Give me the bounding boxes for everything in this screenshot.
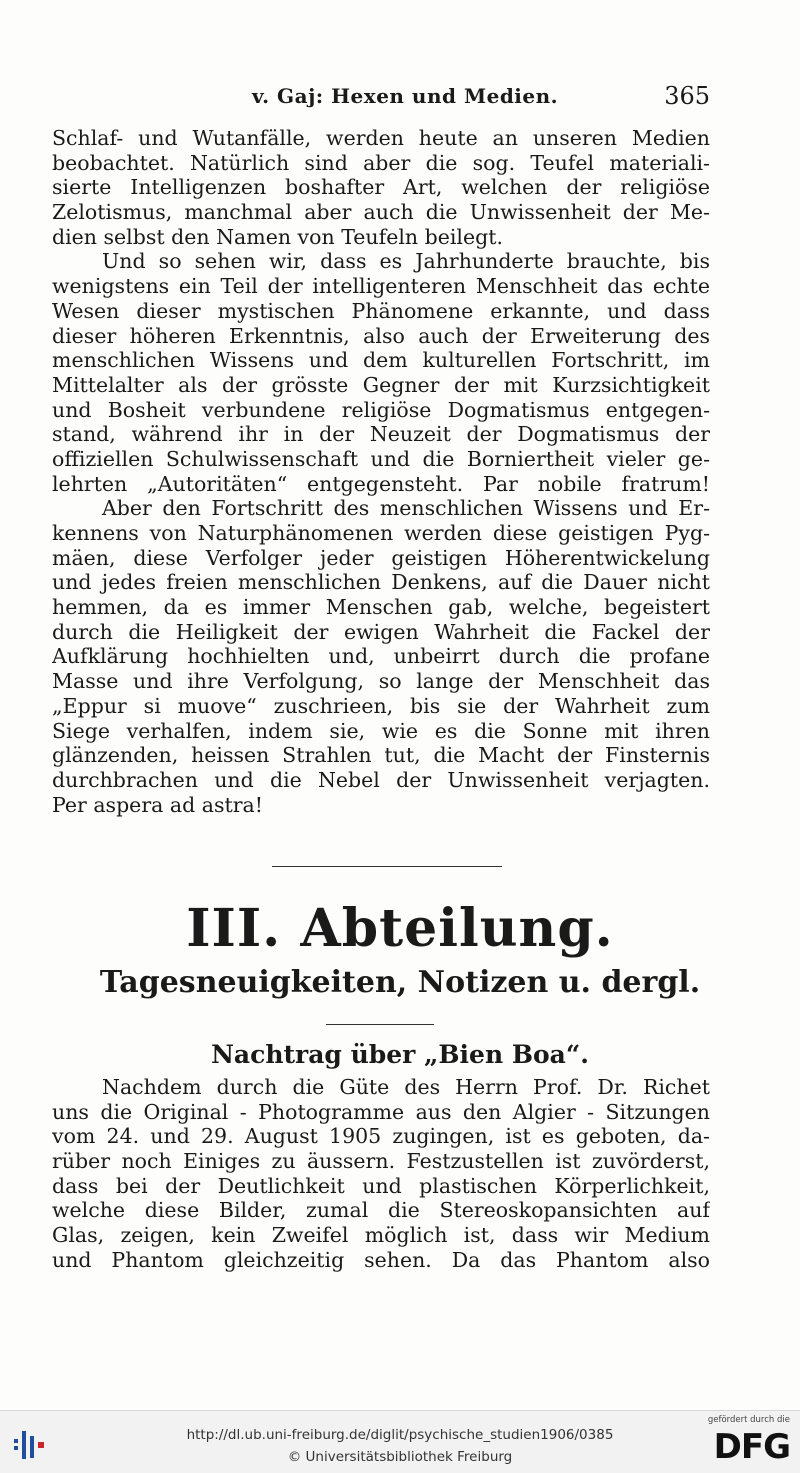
body-text: [52, 126, 710, 817]
text-line: dieser höheren Erkenntnis, also auch der Erweiterung des: [52, 323, 710, 348]
text-line: vom 24. und 29. August 1905 zugingen, ist es geboten, da-: [52, 1124, 710, 1149]
text-line: dass bei der Deutlichkeit und plastischen Körperlichkeit,: [52, 1173, 710, 1198]
section-heading: III. Abteilung.: [186, 898, 614, 959]
text-line: uns die Original - Photogramme aus den Algier - Sitzungen: [52, 1099, 710, 1124]
copyright-notice: © Universitätsbibliothek Freiburg: [287, 1449, 513, 1465]
sponsor-logo-text: DFG: [713, 1427, 790, 1467]
text-line: mäen, diese Verfolger jeder geistigen Höherentwickelung: [52, 545, 710, 570]
text-line: Wesen dieser mystischen Phänomene erkannte, und dass: [52, 298, 710, 323]
text-line: hemmen, da es immer Menschen gab, welche, begeistert: [52, 595, 710, 620]
text-line: offiziellen Schulwissenschaft und die Borniertheit vieler ge-: [52, 446, 710, 471]
text-line: beobachtet. Natürlich sind aber die sog. Teufel materiali-: [52, 150, 710, 175]
text-line: stand, während ihr in der Neuzeit der Dogmatismus der: [52, 422, 710, 447]
text-line: Zelotismus, manchmal aber auch die Unwissenheit der Me-: [52, 200, 710, 225]
text-line: und Bosheit verbundene religiöse Dogmatismus entgegen-: [52, 397, 710, 422]
text-line: Aufklärung hochhielten und, unbeirrt durch die profane: [52, 644, 710, 669]
permalink-url[interactable]: http://dl.ub.uni-freiburg.de/diglit/psychische_studien1906/0385: [186, 1427, 614, 1443]
article-text: [52, 1075, 710, 1273]
text-line: lehrten „Autoritäten“ entgegensteht. Par nobile fratrum!: [52, 471, 710, 496]
heading-divider: [326, 1024, 434, 1025]
text-line: Per aspera ad astra!: [52, 792, 263, 817]
viewer-footer: [0, 1410, 800, 1473]
text-line: rüber noch Einiges zu äussern. Festzustellen ist zuvörderst,: [52, 1149, 710, 1174]
text-line: Masse und ihre Verfolgung, so lange der Menschheit das: [52, 669, 710, 694]
section-divider: [272, 866, 502, 867]
text-line: kennens von Naturphänomenen werden diese geistigen Pyg-: [52, 521, 710, 545]
text-line: „Eppur si muove“ zuschrieen, bis sie der Wahrheit zum: [52, 693, 710, 718]
text-line: durchbrachen und die Nebel der Unwissenheit verjagten.: [52, 767, 710, 792]
text-line: und jedes freien menschlichen Denkens, auf die Dauer nicht: [52, 570, 710, 595]
sponsor-note: gefördert durch die: [707, 1415, 790, 1425]
article-title: Nachtrag über „Bien Boa“.: [211, 1040, 589, 1069]
text-line: Glas, zeigen, kein Zweifel möglich ist, dass wir Medium: [52, 1223, 710, 1248]
dfg-logo: [702, 1415, 790, 1469]
running-head: v. Gaj: Hexen und Medien.: [252, 84, 559, 108]
section-subheading: Tagesneuigkeiten, Notizen u. dergl.: [99, 965, 701, 1000]
text-line: dien selbst den Namen von Teufeln beilegt.: [52, 224, 503, 249]
text-line: wenigstens ein Teil der intelligenteren Menschheit das echte: [52, 274, 710, 299]
text-line: sierte Intelligenzen boshafter Art, welchen der religiöse: [52, 175, 710, 200]
text-line: Siege verhalfen, indem sie, wie es die Sonne mit ihren: [52, 718, 710, 743]
text-line: und Phantom gleichzeitig sehen. Da das Phantom also: [52, 1247, 710, 1272]
text-line: Nachdem durch die Güte des Herrn Prof. Dr. Richet: [102, 1075, 710, 1099]
page-header: [52, 78, 710, 112]
text-line: Und so sehen wir, dass es Jahrhunderte brauchte, bis: [102, 249, 710, 274]
text-line: menschlichen Wissens und dem kulturellen Fortschritt, im: [52, 348, 710, 373]
text-line: Mittelalter als der grösste Gegner der mit Kurzsichtigkeit: [52, 372, 710, 397]
text-line: durch die Heiligkeit der ewigen Wahrheit die Fackel der: [52, 619, 710, 644]
text-line: Schlaf- und Wutanfälle, werden heute an unseren Medien: [52, 126, 710, 150]
page-number: 365: [664, 82, 710, 110]
text-line: Aber den Fortschritt des menschlichen Wissens und Er-: [102, 496, 710, 521]
text-line: glänzenden, heissen Strahlen tut, die Macht der Finsternis: [52, 743, 710, 768]
text-line: welche diese Bilder, zumal die Stereoskopansichten auf: [52, 1198, 710, 1223]
